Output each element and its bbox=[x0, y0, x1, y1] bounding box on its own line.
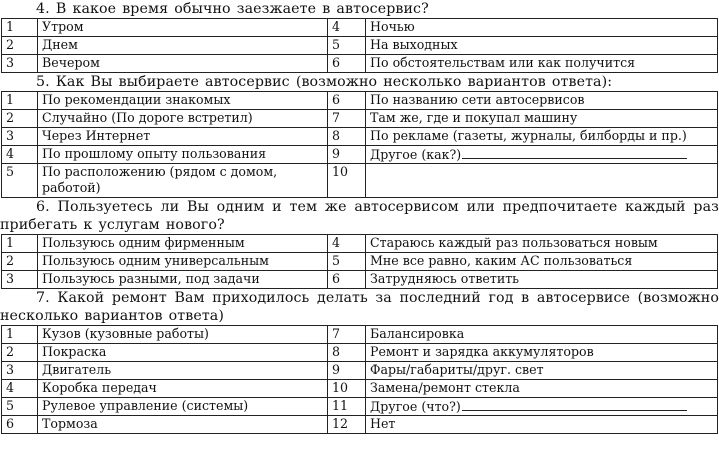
answers-table-q5 bbox=[1, 91, 718, 198]
option-number: 7 bbox=[328, 326, 366, 344]
option-number: 3 bbox=[2, 362, 38, 380]
option-label: Случайно (По дороге встретил) bbox=[38, 110, 328, 128]
option-number: 8 bbox=[328, 344, 366, 362]
option-number: 11 bbox=[328, 398, 366, 416]
table-row bbox=[2, 146, 718, 164]
option-label: Нет bbox=[366, 416, 718, 434]
option-label: По расположению (рядом с домом, работой) bbox=[38, 164, 328, 198]
table-row bbox=[2, 55, 718, 73]
table-row bbox=[2, 128, 718, 146]
option-label: По рекламе (газеты, журналы, билборды и пр.) bbox=[366, 128, 718, 146]
option-number: 10 bbox=[328, 380, 366, 398]
option-label: Балансировка bbox=[366, 326, 718, 344]
option-number: 9 bbox=[328, 362, 366, 380]
option-label: По прошлому опыту пользования bbox=[38, 146, 328, 164]
table-row bbox=[2, 37, 718, 55]
question-4: 4. В какое время обычно заезжаете в автосервис? bbox=[36, 1, 429, 17]
option-other-cell bbox=[366, 146, 718, 164]
option-number: 2 bbox=[2, 110, 38, 128]
option-label: По рекомендации знакомых bbox=[38, 92, 328, 110]
option-label: Другое (что?) bbox=[370, 399, 461, 414]
option-label: Утром bbox=[38, 19, 328, 37]
option-number: 5 bbox=[328, 253, 366, 271]
option-number: 4 bbox=[2, 380, 38, 398]
option-label: Пользуюсь одним фирменным bbox=[38, 235, 328, 253]
table-row bbox=[2, 416, 718, 434]
option-label bbox=[366, 164, 718, 198]
option-label: Пользуюсь разными, под задачи bbox=[38, 271, 328, 289]
answers-table-q4 bbox=[1, 18, 718, 73]
table-row bbox=[2, 271, 718, 289]
option-number: 4 bbox=[328, 235, 366, 253]
table-row bbox=[2, 380, 718, 398]
answer-blank-line[interactable] bbox=[462, 398, 687, 411]
option-label: Коробка передач bbox=[38, 380, 328, 398]
option-number: 3 bbox=[2, 128, 38, 146]
question-6: 6. Пользуетесь ли Вы одним и тем же автосервисом или предпочитаете каждый раз прибегать к услугам нового? bbox=[0, 199, 719, 233]
option-number: 1 bbox=[2, 235, 38, 253]
option-label: Там же, где и покупал машину bbox=[366, 110, 718, 128]
option-number: 6 bbox=[328, 55, 366, 73]
option-number: 9 bbox=[328, 146, 366, 164]
option-number: 2 bbox=[2, 344, 38, 362]
option-label: Затрудняюсь ответить bbox=[366, 271, 718, 289]
option-label: Через Интернет bbox=[38, 128, 328, 146]
question-7: 7. Какой ремонт Вам приходилось делать за последний год в автосервисе (возможно несколько вариантов ответа) bbox=[0, 290, 719, 324]
table-row bbox=[2, 398, 718, 416]
option-label: Тормоза bbox=[38, 416, 328, 434]
option-label: Вечером bbox=[38, 55, 328, 73]
option-number: 5 bbox=[328, 37, 366, 55]
table-row bbox=[2, 344, 718, 362]
option-label: Пользуюсь одним универсальным bbox=[38, 253, 328, 271]
option-number: 3 bbox=[2, 271, 38, 289]
option-number: 4 bbox=[328, 19, 366, 37]
option-label: Днем bbox=[38, 37, 328, 55]
answers-table-q6 bbox=[1, 234, 718, 289]
option-number: 6 bbox=[328, 271, 366, 289]
table-row bbox=[2, 110, 718, 128]
option-number: 1 bbox=[2, 326, 38, 344]
table-row bbox=[2, 164, 718, 198]
option-label: Ночью bbox=[366, 19, 718, 37]
option-label: Фары/габариты/друг. свет bbox=[366, 362, 718, 380]
option-label: Мне все равно, каким АС пользоваться bbox=[366, 253, 718, 271]
option-other-cell bbox=[366, 398, 718, 416]
table-row bbox=[2, 253, 718, 271]
option-label: Двигатель bbox=[38, 362, 328, 380]
option-number: 6 bbox=[328, 92, 366, 110]
option-number: 1 bbox=[2, 92, 38, 110]
option-number: 5 bbox=[2, 164, 38, 198]
option-number: 8 bbox=[328, 128, 366, 146]
table-row bbox=[2, 362, 718, 380]
option-label: Другое (как?) bbox=[370, 147, 462, 162]
answer-blank-line[interactable] bbox=[462, 146, 687, 159]
table-row bbox=[2, 235, 718, 253]
option-number: 12 bbox=[328, 416, 366, 434]
option-label: По обстоятельствам или как получится bbox=[366, 55, 718, 73]
question-5: 5. Как Вы выбираете автосервис (возможно несколько вариантов ответа): bbox=[36, 74, 613, 90]
option-number: 5 bbox=[2, 398, 38, 416]
option-number: 2 bbox=[2, 253, 38, 271]
answers-table-q7 bbox=[1, 325, 718, 434]
option-number: 7 bbox=[328, 110, 366, 128]
option-label: Стараюсь каждый раз пользоваться новым bbox=[366, 235, 718, 253]
option-number: 2 bbox=[2, 37, 38, 55]
option-label: Рулевое управление (системы) bbox=[38, 398, 328, 416]
option-number: 1 bbox=[2, 19, 38, 37]
option-label: Замена/ремонт стекла bbox=[366, 380, 718, 398]
table-row bbox=[2, 19, 718, 37]
table-row bbox=[2, 326, 718, 344]
option-number: 3 bbox=[2, 55, 38, 73]
option-label: Ремонт и зарядка аккумуляторов bbox=[366, 344, 718, 362]
option-number: 6 bbox=[2, 416, 38, 434]
option-label: Кузов (кузовные работы) bbox=[38, 326, 328, 344]
option-number: 4 bbox=[2, 146, 38, 164]
option-label: По названию сети автосервисов bbox=[366, 92, 718, 110]
table-row bbox=[2, 92, 718, 110]
option-label: Покраска bbox=[38, 344, 328, 362]
option-number: 10 bbox=[328, 164, 366, 198]
option-label: На выходных bbox=[366, 37, 718, 55]
